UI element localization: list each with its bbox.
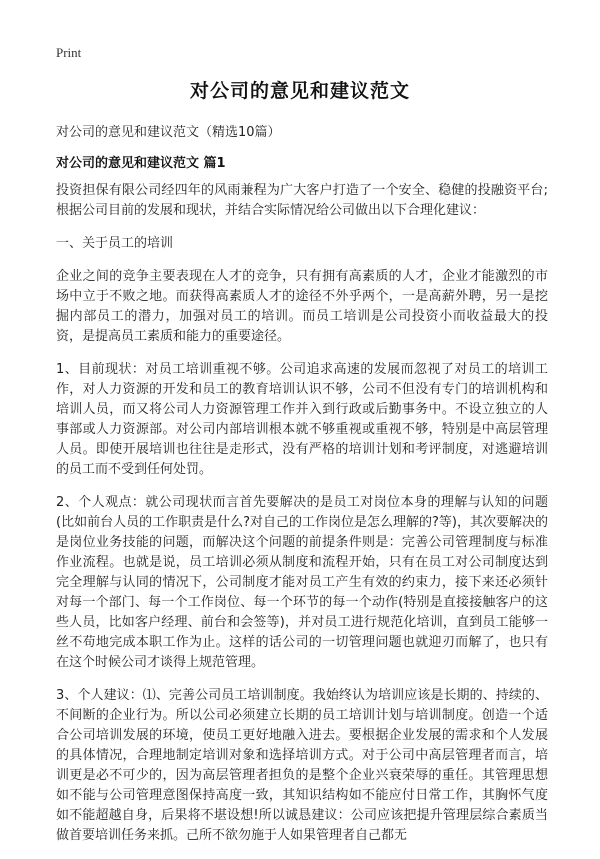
paragraph-heading-training: 一、关于员工的培训 bbox=[56, 236, 174, 251]
paragraph-personal-view: 2、个人观点：就公司现状而言首先要解决的是员工对岗位本身的理解与认知的问题(比如前台人员的工作职责是什么?对自己的工作岗位是怎么理解的?等)，其次要解决的是岗位业务技能的问题，而解决这个问题的前提条件则是：完善公司管理制度与标准作业流程。也就是说，员工培训必须从制度和流程开始，只有在员工对公司制度达到完全理解与认同的情况下，公司制度才能对员工产生有效的约束力，接下来还必须针对每一个部门、每一个工作岗位、每一个环节的每一个动作(特别是直接接触客户的这些人员，比如客户经理、前台和会签等)，并对员工进行规范化培训，直到员工能够一丝不苟地完成本职工作为止。这样的话公司的一切管理问题也就迎刃而解了，也只有在这个时候公司才谈得上规范管理。 bbox=[56, 495, 548, 670]
paragraph-current-status: 1、目前现状：对员工培训重视不够。公司追求高速的发展而忽视了对员工的培训工作，对人力资源的开发和员工的教育培训认识不够，公司不但没有专门的培训机构和培训人员，而又将公司人力资源管理工作并入到行政或后勤事务中。不设立独立的人事部或人力资源部。对公司内部培训根本就不够重视或重视不够，特别是中高层管理人员。即使开展培训也往往是走形式，没有严格的培训计划和考评制度，对逃避培训的员工而不受到任何处罚。 bbox=[56, 362, 548, 477]
document-subtitle: 对公司的意见和建议范文（精选10篇） bbox=[56, 125, 281, 140]
paragraph-competition: 企业之间的竞争主要表现在人才的竞争，只有拥有高素质的人才，企业才能激烈的市场中立于不败之地。而获得高素质人才的途径不外乎两个，一是高薪外聘，另一是挖掘内部员工的潜力，加强对员工的培训。而员工培训是公司投资小而收益最大的投资，是提高员工素质和能力的重要途径。 bbox=[56, 269, 548, 344]
document-title: 对公司的意见和建议范文 bbox=[189, 80, 410, 102]
section-heading: 对公司的意见和建议范文 篇1 bbox=[56, 156, 226, 171]
paragraph-intro: 投资担保有限公司经四年的风雨兼程为广大客户打造了一个安全、稳健的投融资平台;根据公司目前的发展和现状，并结合实际情况给公司做出以下合理化建议： bbox=[56, 183, 548, 218]
document-body bbox=[56, 181, 548, 859]
paragraph-personal-suggestion: 3、个人建议：⑴、完善公司员工培训制度。我始终认为培训应该是长期的、持续的、不间断的企业行为。所以公司必须建立长期的员工培训计划与培训制度。创造一个适合公司培训发展的环境，使员工更好地融入进去。要根据企业发展的需求和个人发展的具体情况，合理地制定培训对象和选择培训方式。对于公司中高层管理者而言，培训更是必不可少的，因为高层管理者担负的是整个企业兴衰荣辱的重任。其管理思想如不能与公司管理意图保持高度一致，其知识结构如不能应付日常工作，其胸怀气度如不能超越自身，后果将不堪设想!所以诚恳建议：公司应该把提升管理层综合素质当做首要培训任务来抓。己所不欲勿施于人如果管理者自己都无 bbox=[56, 688, 548, 843]
print-link[interactable]: Print bbox=[56, 45, 82, 60]
